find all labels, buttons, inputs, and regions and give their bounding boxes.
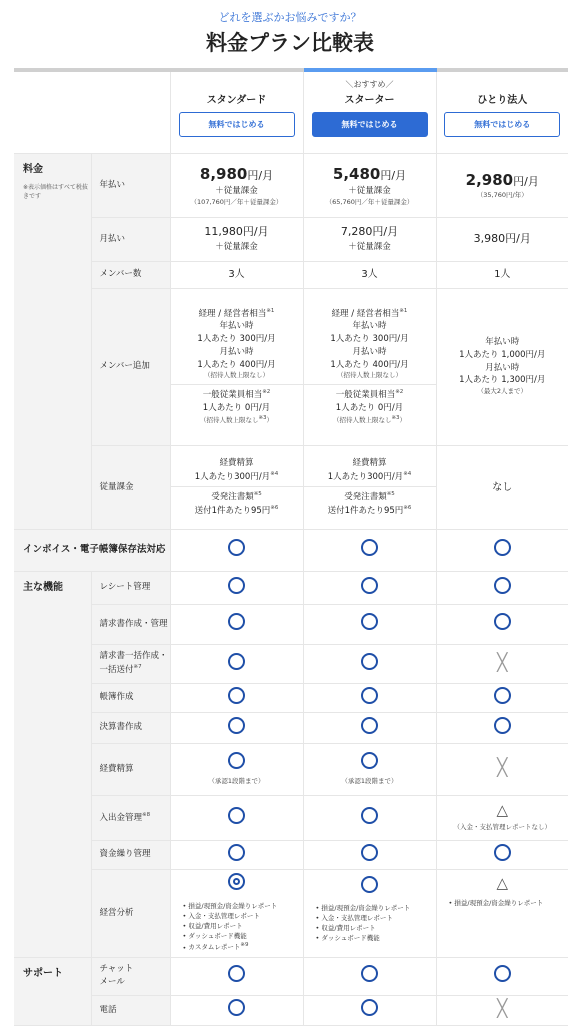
label-members: メンバー数 — [91, 261, 170, 288]
category-invoice: インボイス・電子帳簿保存法対応 — [14, 529, 170, 571]
circle-icon — [494, 965, 511, 982]
circle-icon — [228, 752, 245, 769]
label-invoice-create: 請求書作成・管理 — [91, 604, 170, 644]
label-analysis: 経営分析 — [91, 869, 170, 957]
circle-icon — [494, 539, 511, 556]
members-standard: 3人 — [170, 261, 303, 288]
feature-row — [14, 683, 568, 712]
circle-icon — [228, 844, 245, 861]
triangle-icon: △ — [496, 873, 509, 892]
support-row — [14, 957, 568, 995]
label-cash-inout: 入出金管理$^{※8}$ — [91, 795, 170, 840]
add-member-standard: 経理 / 経営者相当$^{※1}$ 年払い時 1人あたり 300円/月 月払い時 1人あたり 400円/月 （招待人数上限なし） 一般従業員相当$^{※2}$ 1人あたり 0円/月 （招待人数上限なし$^{※3}$） — [170, 288, 303, 445]
circle-icon — [361, 965, 378, 982]
circle-icon — [361, 999, 378, 1016]
circle-icon — [361, 717, 378, 734]
circle-icon — [361, 876, 378, 893]
label-annual: 年払い — [91, 153, 170, 217]
double-circle-icon — [228, 873, 245, 890]
label-ledger: 帳簿作成 — [91, 683, 170, 712]
monthly-solo: 3,980円/月 — [436, 217, 568, 261]
price-tax-note: ※表示価格はすべて税抜きです — [23, 183, 88, 200]
triangle-icon: △ — [496, 800, 509, 819]
annual-standard: 8,980円/月 ＋従量課金 （107,760円／年＋従量課金） — [170, 153, 303, 217]
usage-starter: 経費精算 1人あたり300円/月$^{※4}$ 受発注書類$^{※5}$ 送付1件あたり95円$^{※6}$ — [303, 445, 436, 529]
circle-icon — [228, 999, 245, 1016]
monthly-standard: 11,980円/月 ＋従量課金 — [170, 217, 303, 261]
circle-icon — [494, 687, 511, 704]
plan-name-solo: ひとり法人 — [477, 95, 528, 106]
circle-icon — [228, 807, 245, 824]
circle-icon — [228, 539, 245, 556]
monthly-price-row — [14, 217, 568, 261]
plan-header-row — [14, 70, 568, 153]
start-free-button-solo[interactable]: 無料ではじめる — [444, 112, 560, 137]
circle-icon — [361, 844, 378, 861]
feature-row — [14, 571, 568, 604]
circle-icon — [494, 844, 511, 861]
circle-icon — [494, 717, 511, 734]
header-empty-cell — [14, 70, 170, 153]
plan-name-standard: スタンダード — [206, 95, 267, 106]
feature-row — [14, 840, 568, 869]
circle-icon — [494, 613, 511, 630]
feature-row: 入出金管理$^{※8}$ △ （入金・支払管理レポートなし） — [14, 795, 568, 840]
annual-price-row — [14, 153, 568, 217]
cross-icon: ╳ — [497, 999, 508, 1020]
circle-icon — [228, 613, 245, 630]
circle-icon — [361, 653, 378, 670]
circle-icon — [361, 752, 378, 769]
plan-solo-header — [436, 70, 568, 153]
category-features: 主な機能 — [14, 571, 91, 957]
add-member-starter: 経理 / 経営者相当$^{※1}$ 年払い時 1人あたり 300円/月 月払い時 1人あたり 400円/月 （招待人数上限なし） 一般従業員相当$^{※2}$ 1人あたり 0円/月 （招待人数上限なし$^{※3}$） — [303, 288, 436, 445]
circle-icon — [228, 577, 245, 594]
support-row — [14, 995, 568, 1025]
circle-icon — [361, 807, 378, 824]
circle-icon — [361, 613, 378, 630]
usage-standard: 経費精算 1人あたり300円/月$^{※4}$ 受発注書類$^{※5}$ 送付1件あたり95円$^{※6}$ — [170, 445, 303, 529]
pricing-comparison-table — [14, 68, 568, 1026]
circle-icon — [228, 653, 245, 670]
annual-solo: 2,980円/月 （35,760円/年） — [436, 153, 568, 217]
invoice-row — [14, 529, 568, 571]
monthly-starter: 7,280円/月 ＋従量課金 — [303, 217, 436, 261]
members-solo: 1人 — [436, 261, 568, 288]
usage-solo: なし — [436, 445, 568, 529]
members-row — [14, 261, 568, 288]
feature-row: 経費精算 （承認1段階まで） （承認1段階まで） ╳ — [14, 743, 568, 795]
label-monthly: 月払い — [91, 217, 170, 261]
circle-icon — [228, 717, 245, 734]
category-support: サポート — [14, 957, 91, 1025]
start-free-button-starter[interactable]: 無料ではじめる — [312, 112, 428, 137]
analysis-list-starter: • 損益/現預金/資金繰りレポート • 入金・支払管理レポート • 収益/費用レポート • ダッシュボード機能 — [304, 903, 436, 943]
circle-icon — [494, 577, 511, 594]
recommended-tag: ＼おすすめ／ — [345, 80, 394, 89]
label-receipt: レシート管理 — [91, 571, 170, 604]
header-subtitle: どれを選ぶかお悩みですか？ — [218, 11, 362, 24]
feature-row — [14, 644, 568, 683]
circle-icon — [228, 687, 245, 704]
page-header — [0, 0, 580, 68]
label-usage: 従量課金 — [91, 445, 170, 529]
add-member-solo: 年払い時 1人あたり 1,000円/月 月払い時 1人あたり 1,300円/月 （最大2人まで） — [436, 288, 568, 445]
usage-row — [14, 445, 568, 529]
circle-icon — [361, 577, 378, 594]
plan-starter-header — [303, 70, 436, 153]
feature-row — [14, 869, 568, 957]
circle-icon — [361, 687, 378, 704]
plan-name-starter: スターター — [344, 95, 395, 106]
label-phone: 電話 — [91, 995, 170, 1025]
start-free-button-standard[interactable]: 無料ではじめる — [179, 112, 295, 137]
circle-icon — [361, 539, 378, 556]
cross-icon: ╳ — [497, 758, 508, 779]
analysis-list-solo: • 損益/現預金/資金繰りレポート — [437, 898, 569, 908]
category-price: 料金 ※表示価格はすべて税抜きです — [14, 153, 91, 529]
label-add-member: メンバー追加 — [91, 288, 170, 445]
feature-row — [14, 604, 568, 644]
add-member-row — [14, 288, 568, 445]
annual-starter: 5,480円/月 ＋従量課金 （65,760円／年＋従量課金） — [303, 153, 436, 217]
circle-icon — [228, 965, 245, 982]
label-chat-mail: チャット メール — [91, 957, 170, 995]
page-title: 料金プラン比較表 — [206, 31, 374, 55]
analysis-list-standard: • 損益/現預金/資金繰りレポート • 入金・支払管理レポート • 収益/費用レポート • ダッシュボード機能 • カスタムレポート$^{※9}$ — [171, 901, 303, 952]
cross-icon: ╳ — [497, 652, 508, 673]
feature-row — [14, 712, 568, 743]
label-financial-statements: 決算書作成 — [91, 712, 170, 743]
members-starter: 3人 — [303, 261, 436, 288]
label-expense: 経費精算 — [91, 743, 170, 795]
plan-standard-header — [170, 70, 303, 153]
label-cash-flow: 資金繰り管理 — [91, 840, 170, 869]
label-bulk-invoice: 請求書一括作成・一括送付$^{※7}$ — [91, 644, 170, 683]
